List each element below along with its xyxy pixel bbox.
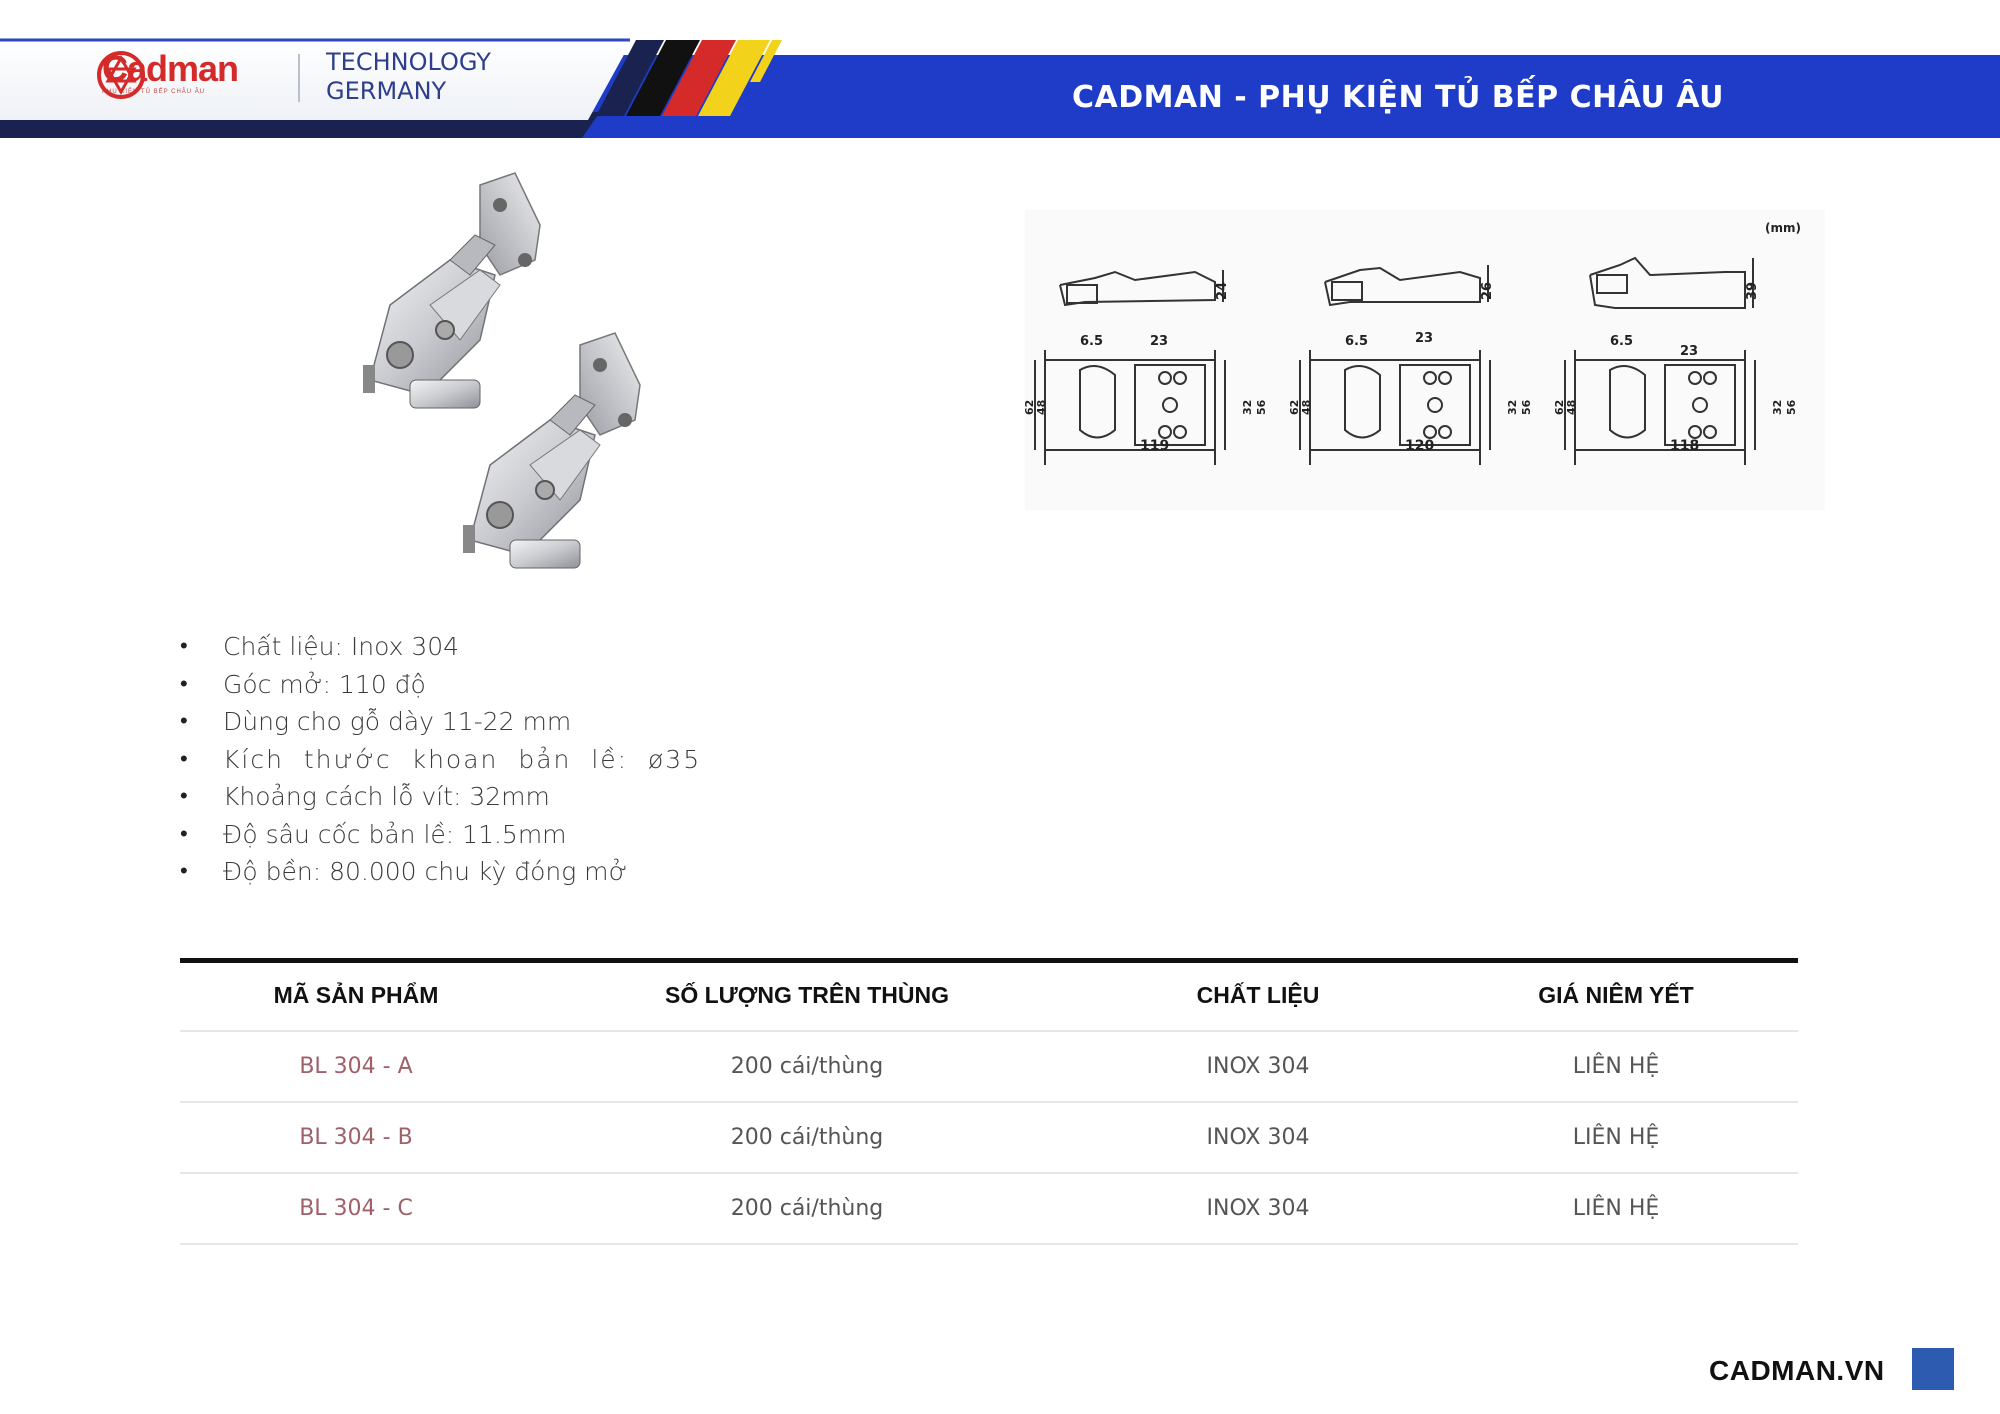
depth-label: 23 <box>1150 334 1169 349</box>
spec-item: • Độ bền: 80.000 chu kỳ đóng mở <box>180 853 701 891</box>
height-label: 39 <box>1745 281 1760 300</box>
product-code-cell: BL 304 - B <box>180 1102 532 1173</box>
height-label: 26 <box>1480 281 1495 300</box>
quantity-cell: 200 cái/thùng <box>532 1102 1082 1173</box>
spec-item: • Chất liệu: Inox 304 <box>180 628 701 666</box>
spec-item: • Kích thước khoan bản lề: ø35 <box>180 741 701 779</box>
width-label: 119 <box>1140 438 1170 454</box>
table-row <box>180 1031 1798 1102</box>
germany-line: GERMANY <box>326 77 447 105</box>
price-cell: LIÊN HỆ <box>1434 1102 1798 1173</box>
width-label: 118 <box>1670 438 1700 454</box>
brand-tagline: PHỤ KIỆN TỦ BẾP CHÂU ÂU <box>102 89 206 95</box>
drawing-view-3 <box>1553 258 1798 465</box>
width-label: 120 <box>1405 438 1435 454</box>
offset-label: 6.5 <box>1345 334 1369 349</box>
product-table <box>180 960 1798 1245</box>
spec-item: • Độ sâu cốc bản lề: 11.5mm <box>180 816 701 854</box>
spec-list <box>180 628 701 891</box>
hinge-product-image <box>330 165 720 575</box>
table-row <box>180 1173 1798 1244</box>
header-banner <box>0 0 2000 145</box>
right-dim-a: 32 <box>1771 399 1784 415</box>
left-dim-b: 48 <box>1035 399 1048 415</box>
page-title: CADMAN - PHỤ KIỆN TỦ BẾP CHÂU ÂU <box>1072 80 1724 115</box>
depth-label: 23 <box>1415 331 1434 346</box>
bullet-icon: • <box>180 859 188 884</box>
table-row <box>180 1102 1798 1173</box>
hinge-top <box>363 173 540 408</box>
right-dim-a: 32 <box>1241 399 1254 415</box>
col-header-price: GIÁ NIÊM YẾT <box>1434 960 1798 1031</box>
drawing-view-1 <box>1023 270 1268 465</box>
right-dim-a: 32 <box>1506 399 1519 415</box>
right-dim-b: 56 <box>1785 399 1798 415</box>
left-dim-b: 48 <box>1565 399 1578 415</box>
brand-name: Cadman <box>102 48 239 89</box>
website-link[interactable]: CADMAN.VN <box>1709 1355 1885 1386</box>
unit-label: (mm) <box>1765 221 1801 235</box>
offset-label: 6.5 <box>1610 334 1634 349</box>
material-cell: INOX 304 <box>1082 1173 1434 1244</box>
bullet-icon: • <box>180 709 188 734</box>
price-cell: LIÊN HỆ <box>1434 1031 1798 1102</box>
technology-line: TECHNOLOGY <box>326 48 491 76</box>
star-logo-icon <box>96 50 146 100</box>
quantity-cell: 200 cái/thùng <box>532 1173 1082 1244</box>
product-code-cell: BL 304 - C <box>180 1173 532 1244</box>
material-cell: INOX 304 <box>1082 1102 1434 1173</box>
logo-divider <box>298 54 300 102</box>
col-header-quantity: SỐ LƯỢNG TRÊN THÙNG <box>532 960 1082 1031</box>
depth-label: 23 <box>1680 344 1699 359</box>
spec-item: • Góc mở: 110 độ <box>180 666 701 704</box>
page-header <box>0 0 2000 145</box>
quantity-cell: 200 cái/thùng <box>532 1031 1082 1102</box>
drawing-view-2 <box>1288 265 1533 465</box>
bullet-icon: • <box>180 821 188 847</box>
right-dim-b: 56 <box>1255 399 1268 415</box>
left-dim-a: 62 <box>1288 399 1301 415</box>
table-header-row <box>180 960 1798 1031</box>
technology-germany <box>326 48 491 106</box>
left-dim-a: 62 <box>1553 399 1566 415</box>
left-dim-b: 48 <box>1300 399 1313 415</box>
product-code-cell: BL 304 - A <box>180 1031 532 1102</box>
right-dim-b: 56 <box>1520 399 1533 415</box>
bullet-icon: • <box>180 671 188 697</box>
spec-item: • Khoảng cách lỗ vít: 32mm <box>180 778 701 816</box>
spec-item: • Dùng cho gỗ dày 11-22 mm <box>180 703 701 741</box>
left-dim-a: 62 <box>1023 399 1036 415</box>
hinge-bottom <box>463 333 640 568</box>
brand-logo <box>96 50 238 96</box>
page-marker <box>1912 1348 1954 1390</box>
bullet-icon: • <box>180 784 188 809</box>
col-header-product-code: MÃ SẢN PHẨM <box>180 960 532 1031</box>
height-label: 24 <box>1215 281 1230 300</box>
bullet-icon: • <box>180 634 188 659</box>
offset-label: 6.5 <box>1080 334 1104 349</box>
col-header-material: CHẤT LIỆU <box>1082 960 1434 1031</box>
bullet-icon: • <box>180 746 188 772</box>
technical-drawing <box>1025 210 1825 510</box>
price-cell: LIÊN HỆ <box>1434 1173 1798 1244</box>
material-cell: INOX 304 <box>1082 1031 1434 1102</box>
